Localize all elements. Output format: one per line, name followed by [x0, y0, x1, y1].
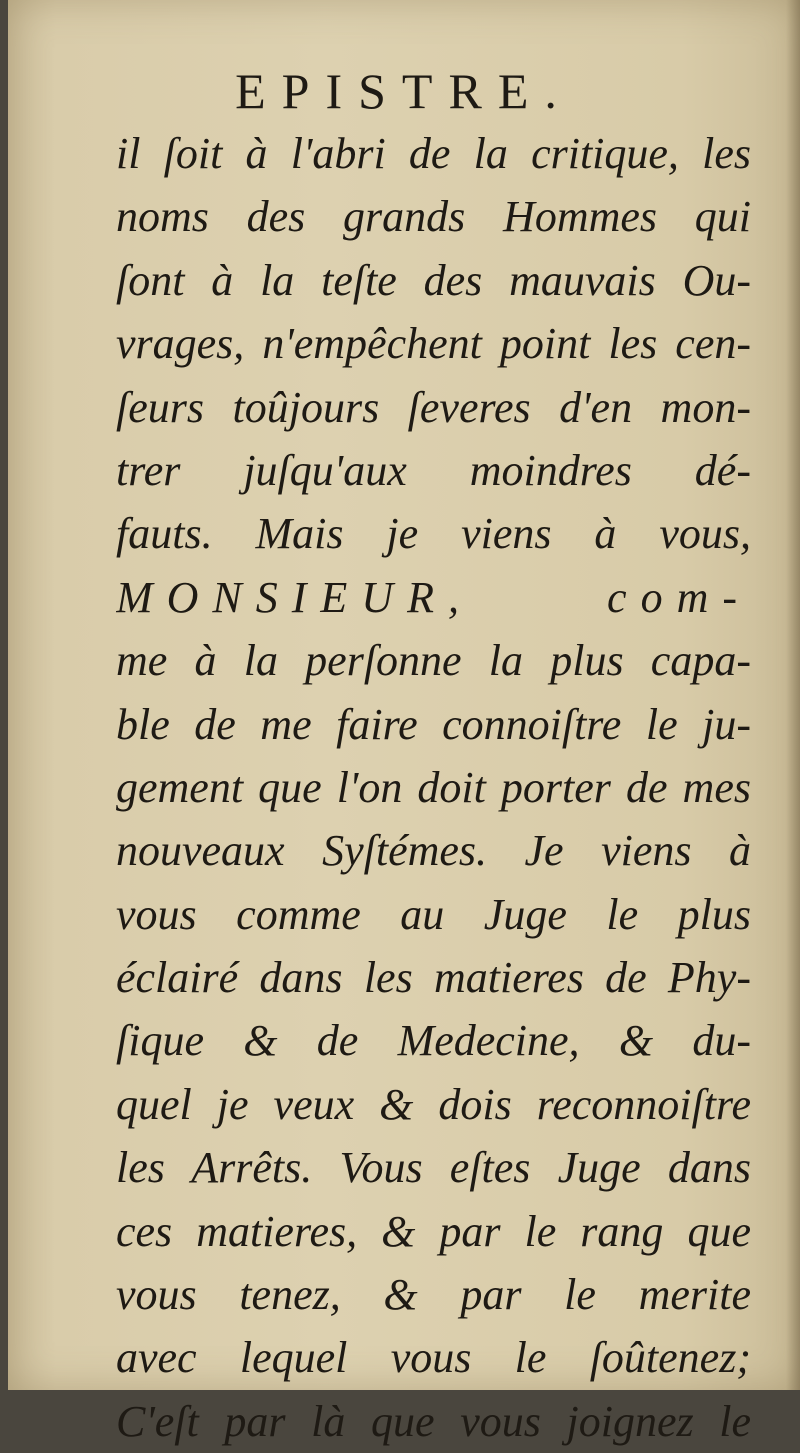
- book-page: [8, 0, 800, 1446]
- text-line: quel je veux & dois reconnoiſtre: [116, 1079, 751, 1129]
- running-head: EPISTRE.: [235, 63, 573, 119]
- text-line: ſont à la teſte des mauvais Ou-: [116, 255, 751, 305]
- text-line: éclairé dans les matieres de Phy-: [116, 953, 751, 1003]
- text-line: vous tenez, & par le merite: [116, 1270, 751, 1320]
- text-line: ces matieres, & par le rang que: [116, 1206, 751, 1256]
- text-line: vrages, n'empêchent point les cen-: [116, 319, 751, 369]
- text-line: C'eſt par là que vous joignez le: [116, 1396, 751, 1446]
- text-line: les Arrêts. Vous eſtes Juge dans: [116, 1143, 751, 1193]
- text-line: noms des grands Hommes qui: [116, 192, 751, 242]
- body-text: [116, 122, 751, 1453]
- text-line: nouveaux Syſtémes. Je viens à: [116, 826, 751, 876]
- text-line: gement que l'on doit porter de mes: [116, 762, 751, 812]
- text-line: il ſoit à l'abri de la critique, les: [116, 129, 751, 178]
- text-line: avec lequel vous le ſoûtenez;: [116, 1333, 751, 1383]
- text-line: trer juſqu'aux moindres dé-: [116, 445, 751, 495]
- text-line: fauts. Mais je viens à vous,: [116, 509, 751, 559]
- text-line: vous comme au Juge le plus: [116, 889, 751, 939]
- text-line: ble de me faire connoiſtre le ju-: [116, 699, 751, 749]
- text-line: ſique & de Medecine, & du-: [116, 1016, 751, 1066]
- text-line: MONSIEUR, com-: [116, 572, 751, 622]
- text-line: ſeurs toûjours ſeveres d'en mon-: [116, 382, 751, 432]
- text-line: me à la perſonne la plus capa-: [116, 636, 751, 686]
